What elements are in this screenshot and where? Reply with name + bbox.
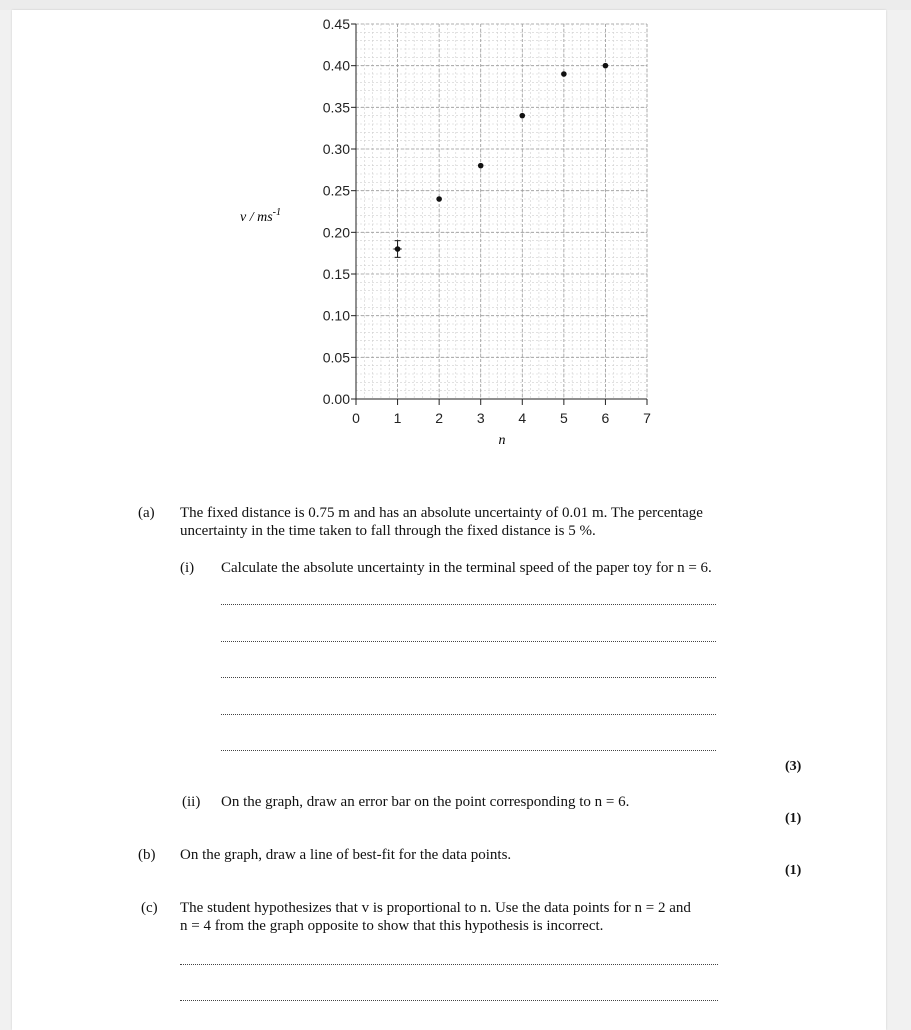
y-tick-label: 0.05 (322, 349, 350, 366)
question-c-label: (c) (141, 900, 158, 916)
answer-line[interactable] (221, 641, 716, 642)
y-tick-label: 0.00 (322, 391, 350, 407)
y-tick-label: 0.20 (322, 224, 350, 241)
question-b-text: On the graph, draw a line of best-fit for the data points. (180, 847, 512, 863)
answer-line[interactable] (180, 964, 718, 965)
question-a-i-label: (i) (180, 560, 195, 576)
y-tick-label: 0.25 (322, 182, 350, 199)
x-tick-label: 6 (601, 410, 610, 426)
x-tick-label: 4 (518, 410, 527, 426)
question-a-text-line1: The fixed distance is 0.75 m and has an absolute uncertainty of 0.01 m. The percentage (180, 505, 703, 521)
question-a-ii-label: (ii) (182, 794, 201, 810)
question-a-i-text: Calculate the absolute uncertainty in the terminal speed of the paper toy for n = 6. (221, 560, 712, 576)
scatter-chart (0, 0, 911, 460)
y-tick-label: 0.30 (322, 141, 350, 157)
x-axis-label: n (498, 433, 506, 448)
x-tick-label: 7 (643, 410, 651, 426)
data-point (436, 196, 442, 202)
data-point (519, 113, 525, 119)
y-tick-label: 0.45 (322, 16, 350, 32)
x-tick-label: 1 (393, 410, 402, 426)
chart-grid (356, 24, 647, 399)
question-a-text-line2: uncertainty in the time taken to fall through the fixed distance is 5 %. (180, 523, 596, 539)
question-b-label: (b) (138, 847, 156, 863)
data-point (561, 71, 567, 77)
y-tick-label: 0.10 (322, 307, 350, 324)
question-c-text-line2: n = 4 from the graph opposite to show that this hypothesis is incorrect. (180, 918, 604, 934)
chart-axes (356, 24, 647, 399)
question-c-text-line1: The student hypothesizes that v is proportional to n. Use the data points for n = 2 and (180, 900, 691, 916)
marks-a-ii: (1) (785, 811, 802, 826)
chart-ticks (323, 16, 651, 426)
data-point (478, 163, 484, 169)
marks-b: (1) (785, 863, 802, 878)
answer-line[interactable] (221, 677, 716, 678)
question-a-ii-text: On the graph, draw an error bar on the point corresponding to n = 6. (221, 794, 630, 810)
x-tick-label: 2 (435, 410, 444, 426)
y-axis-label-main: v / ms (240, 210, 273, 225)
answer-line[interactable] (221, 714, 716, 715)
y-axis-label (240, 207, 281, 225)
x-tick-label: 3 (476, 410, 485, 426)
answer-line[interactable] (180, 1000, 718, 1001)
answer-line[interactable] (221, 604, 716, 605)
question-a-label: (a) (138, 505, 155, 521)
y-tick-label: 0.15 (322, 266, 350, 282)
y-tick-label: 0.35 (322, 99, 350, 116)
x-tick-label: 0 (352, 410, 360, 426)
answer-line[interactable] (221, 750, 716, 751)
y-tick-label: 0.40 (322, 57, 350, 74)
data-point (395, 246, 401, 252)
chart-points (393, 63, 608, 257)
data-point (603, 63, 609, 69)
marks-a-i: (3) (785, 759, 802, 774)
y-axis-label-superscript: -1 (272, 207, 282, 218)
x-tick-label: 5 (559, 410, 568, 426)
